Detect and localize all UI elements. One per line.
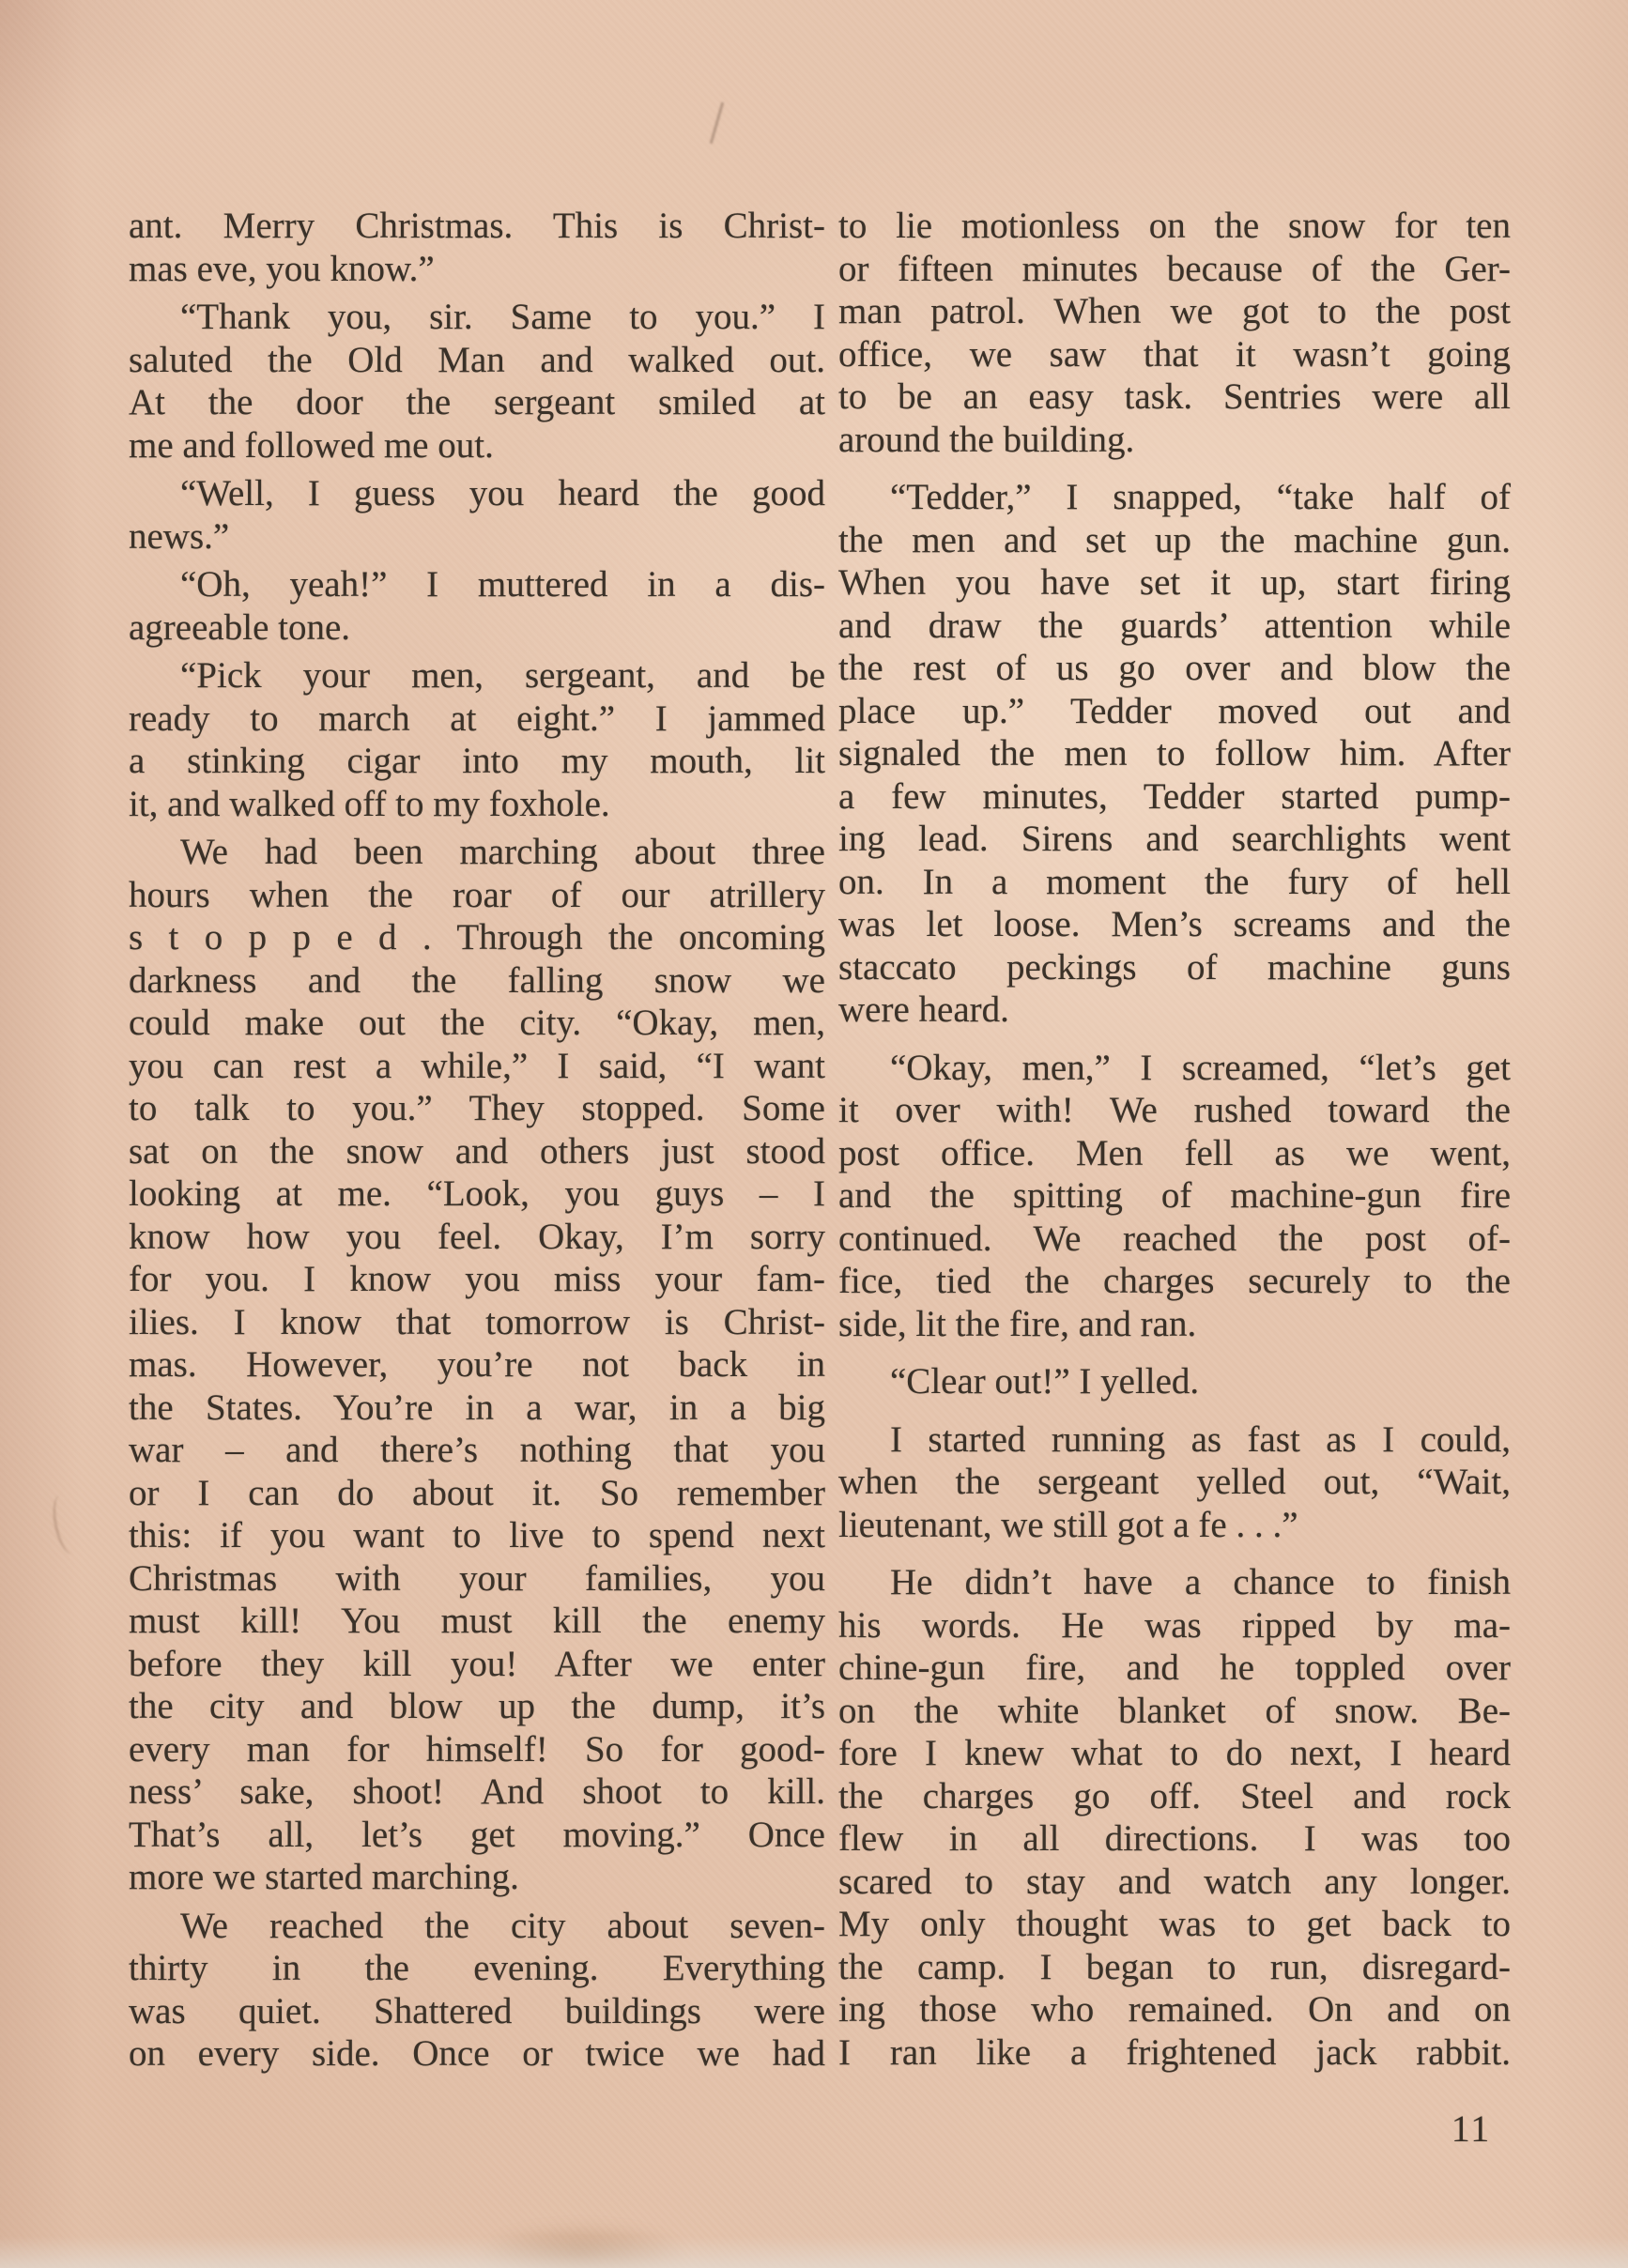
paragraph xyxy=(838,476,1511,1032)
paragraph xyxy=(838,205,1511,461)
text-line: He didn’t have a chance to finish xyxy=(890,1562,1511,1602)
text-line: chine-gun fire, and he toppled over xyxy=(838,1647,1511,1688)
text-line: agreeable tone. xyxy=(129,606,351,648)
text-line: mas. However, you’re not back in xyxy=(129,1344,825,1385)
text-line: lieutenant, we still got a fe . . .” xyxy=(838,1504,1298,1545)
text-line: fore I knew what to do next, I heard xyxy=(838,1733,1511,1773)
text-line: ness’ sake, shoot! And shoot to kill. xyxy=(129,1771,825,1812)
left-column xyxy=(129,205,825,2076)
text-line: it, and walked off to my foxhole. xyxy=(129,783,610,824)
text-line: “Tedder,” I snapped, “take half of xyxy=(890,477,1511,517)
paragraph xyxy=(129,296,825,467)
text-line: “Clear out!” I yelled. xyxy=(890,1361,1200,1402)
text-line: more we started marching. xyxy=(129,1857,519,1897)
text-line: man patrol. When we got to the post xyxy=(838,291,1511,331)
page-edge-shadow xyxy=(0,2236,1628,2268)
right-column xyxy=(838,205,1511,2074)
text-line: his words. He was ripped by ma- xyxy=(838,1604,1511,1646)
text-line: could make out the city. “Okay, men, xyxy=(129,1003,825,1043)
text-line: around the building. xyxy=(838,419,1135,460)
paragraph xyxy=(129,472,825,558)
text-line: flew in all directions. I was too xyxy=(838,1818,1511,1859)
text-line: “Well, I guess you heard the good xyxy=(180,473,825,513)
text-line: sat on the snow and others just stood xyxy=(129,1130,825,1172)
text-line: We had been marching about three xyxy=(180,832,825,872)
text-line: “Pick your men, sergeant, and be xyxy=(180,655,825,696)
text-line: At the door the sergeant smiled at xyxy=(129,382,825,422)
paragraph xyxy=(129,1905,825,2076)
text-line: ant. Merry Christmas. This is Christ- xyxy=(129,206,825,246)
text-line: the States. You’re in a war, in a big xyxy=(129,1387,825,1428)
text-line: to lie motionless on the snow for ten xyxy=(838,206,1511,246)
text-line: when the sergeant yelled out, “Wait, xyxy=(838,1462,1511,1502)
text-line: office, we saw that it wasn’t going xyxy=(838,333,1511,375)
paper-stain xyxy=(441,2212,723,2268)
text-line: s t o p p e d . Through the oncoming xyxy=(129,917,825,958)
text-line: a few minutes, Tedder started pump- xyxy=(838,775,1511,817)
text-line: to be an easy task. Sentries were all xyxy=(838,376,1511,417)
text-line: this: if you want to live to spend next xyxy=(129,1515,825,1555)
paragraph xyxy=(838,1418,1511,1547)
text-line: or fifteen minutes because of the Ger- xyxy=(838,248,1511,289)
text-line: and draw the guards’ attention while xyxy=(838,605,1511,646)
text-line: hours when the roar of our atrillery xyxy=(129,874,825,915)
text-line: “Thank you, sir. Same to you.” I xyxy=(180,297,825,337)
text-line: was let loose. Men’s screams and the xyxy=(838,904,1511,944)
text-line: before they kill you! After we enter xyxy=(129,1643,825,1684)
text-line: darkness and the falling snow we xyxy=(129,959,825,1001)
text-line: mas eve, you know.” xyxy=(129,248,435,289)
text-line: continued. We reached the post of- xyxy=(838,1218,1511,1259)
text-line: and the spitting of machine-gun fire xyxy=(838,1175,1511,1216)
text-line: you can rest a while,” I said, “I want xyxy=(129,1045,825,1086)
text-line: me and followed me out. xyxy=(129,424,494,466)
text-line: “Okay, men,” I screamed, “let’s get xyxy=(890,1047,1511,1088)
page-number: 11 xyxy=(1451,2107,1492,2150)
paragraph xyxy=(129,563,825,649)
text-line: the men and set up the machine gun. xyxy=(838,519,1511,560)
pencil-mark xyxy=(49,1493,84,1556)
text-line: thirty in the evening. Everything xyxy=(129,1948,825,1988)
text-line: a stinking cigar into my mouth, lit xyxy=(129,741,825,781)
paragraph xyxy=(838,1360,1511,1403)
text-line: “Oh, yeah!” I muttered in a dis- xyxy=(180,564,825,605)
text-line: looking at me. “Look, you guys – I xyxy=(129,1173,825,1214)
text-line: every man for himself! So for good- xyxy=(129,1728,825,1770)
pencil-mark xyxy=(710,101,725,144)
text-line: the charges go off. Steel and rock xyxy=(838,1775,1511,1816)
text-line: the rest of us go over and blow the xyxy=(838,648,1511,688)
text-line: ing lead. Sirens and searchlights went xyxy=(838,819,1511,859)
text-line: staccato peckings of machine guns xyxy=(838,946,1511,988)
text-line: Christmas with your families, you xyxy=(129,1557,825,1599)
paragraph xyxy=(838,1561,1511,2074)
text-line: post office. Men fell as we went, xyxy=(838,1132,1511,1173)
text-line: fice, tied the charges securely to the xyxy=(838,1261,1511,1301)
text-line: must kill! You must kill the enemy xyxy=(129,1601,825,1641)
text-line: to talk to you.” They stopped. Some xyxy=(129,1088,825,1128)
text-line: for you. I know you miss your fam- xyxy=(129,1259,825,1299)
text-line: it over with! We rushed toward the xyxy=(838,1090,1511,1130)
text-line: the camp. I began to run, disregard- xyxy=(838,1946,1511,1987)
text-line: My only thought was to get back to xyxy=(838,1904,1511,1944)
text-line: We reached the city about seven- xyxy=(180,1905,825,1946)
text-line: were heard. xyxy=(838,989,1009,1030)
text-line: the city and blow up the dump, it’s xyxy=(129,1686,825,1726)
paragraph xyxy=(129,654,825,825)
text-line: was quiet. Shattered buildings were xyxy=(129,1990,825,2031)
text-line: war – and there’s nothing that you xyxy=(129,1430,825,1470)
text-line: on. In a moment the fury of hell xyxy=(838,861,1511,902)
text-line: place up.” Tedder moved out and xyxy=(838,690,1511,731)
text-line: ilies. I know that tomorrow is Christ- xyxy=(129,1301,825,1342)
text-line: ing those who remained. On and on xyxy=(838,1989,1511,2030)
text-line: I started running as fast as I could, xyxy=(890,1418,1511,1460)
text-line: or I can do about it. So remember xyxy=(129,1472,825,1513)
text-line: side, lit the fire, and ran. xyxy=(838,1303,1197,1344)
text-line: know how you feel. Okay, I’m sorry xyxy=(129,1216,825,1257)
text-line: on every side. Once or twice we had xyxy=(129,2033,825,2074)
text-line: saluted the Old Man and walked out. xyxy=(129,339,825,380)
text-line: When you have set it up, start firing xyxy=(838,562,1511,603)
text-line: on the white blanket of snow. Be- xyxy=(838,1690,1511,1731)
paragraph xyxy=(838,1047,1511,1346)
text-line: That’s all, let’s get moving.” Once xyxy=(129,1814,825,1855)
text-line: scared to stay and watch any longer. xyxy=(838,1861,1511,1902)
text-line: I ran like a frightened jack rabbit. xyxy=(838,2031,1511,2073)
text-line: signaled the men to follow him. After xyxy=(838,733,1511,774)
paragraph xyxy=(129,205,825,290)
text-line: ready to march at eight.” I jammed xyxy=(129,697,825,739)
text-line: news.” xyxy=(129,515,230,557)
paragraph xyxy=(129,831,825,1899)
